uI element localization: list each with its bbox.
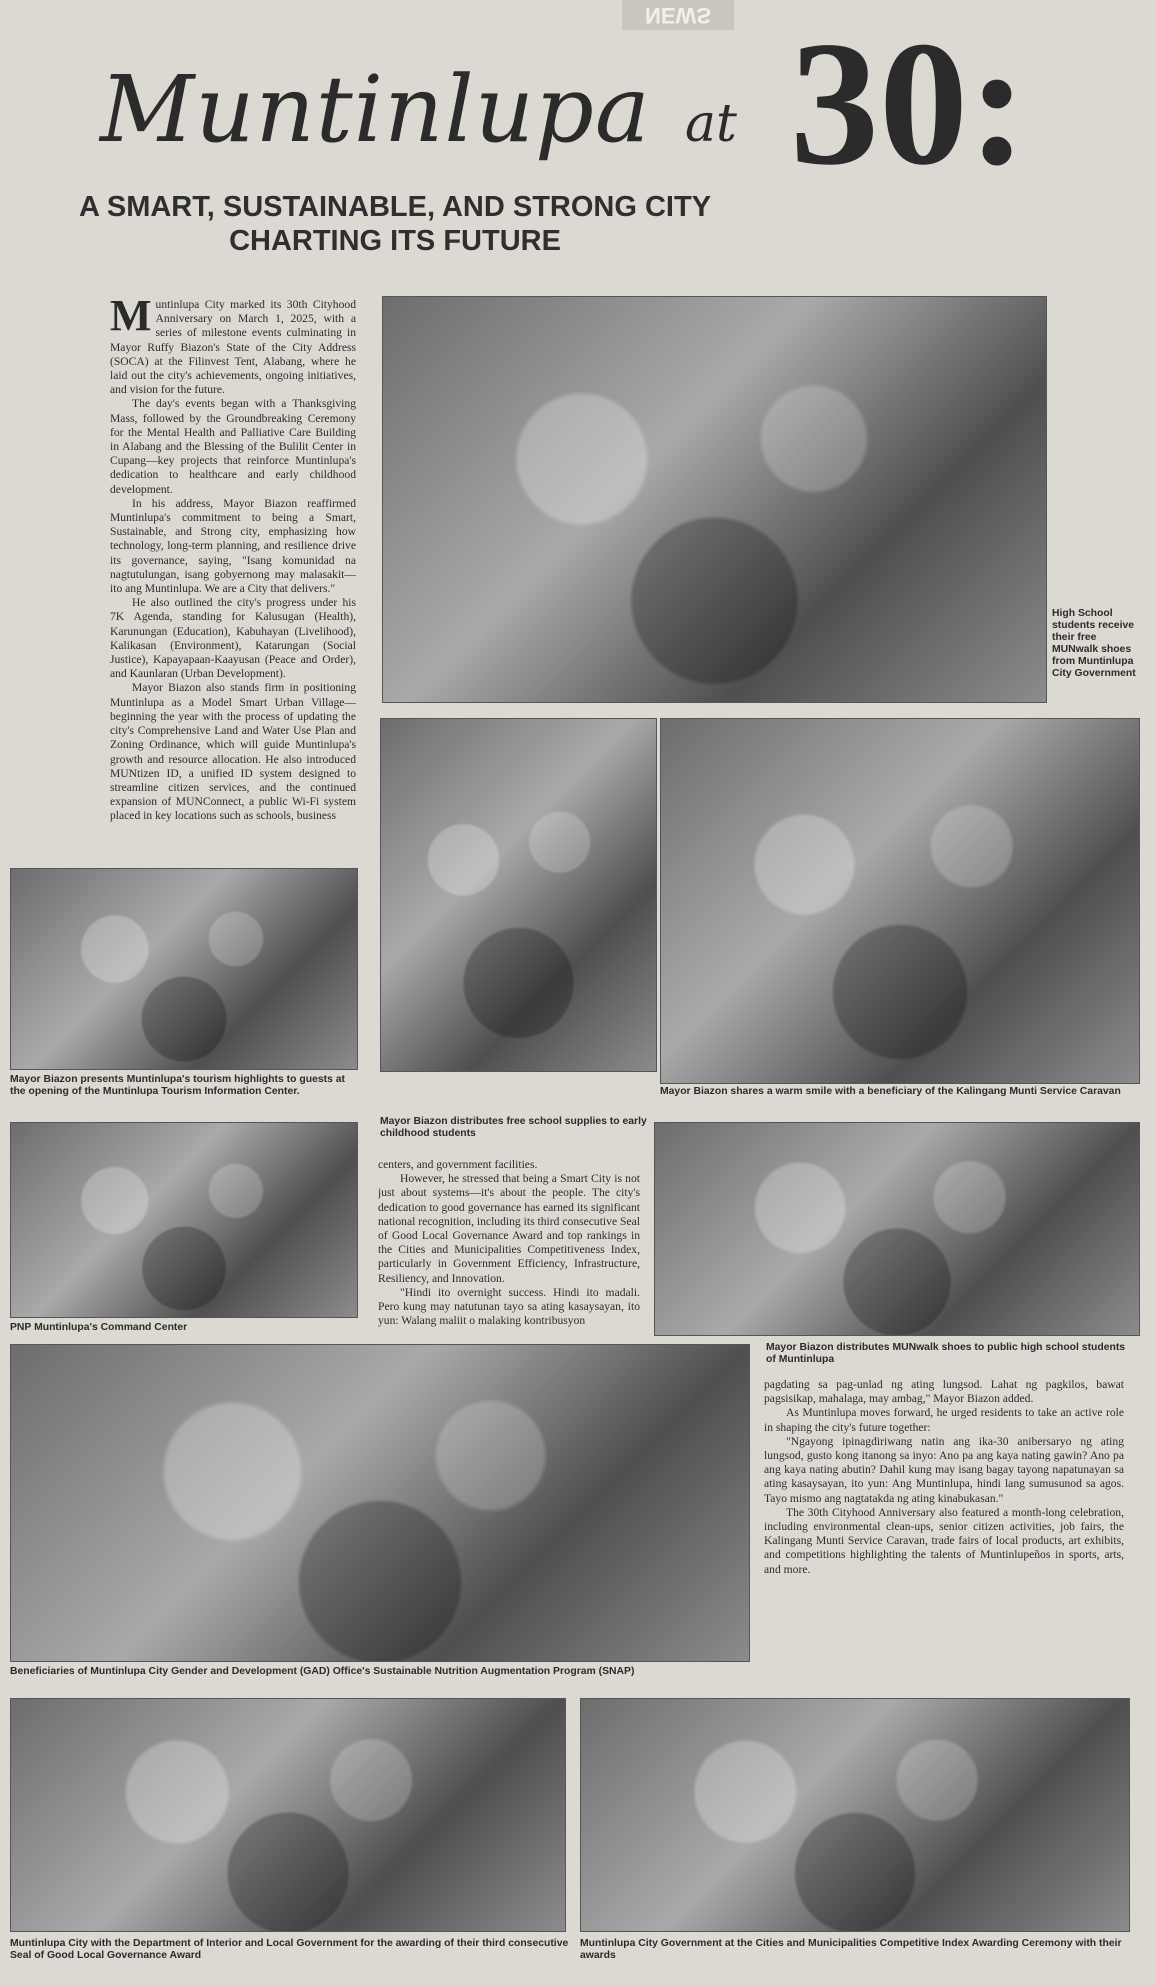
paragraph-12: The 30th Cityhood Anniversary also featured a month-long celebration, including environmental clean-ups, senior citizen activities, job fairs, the Kalingang Munti Service Caravan, trade fairs of local products, art exhibits, and competitions highlighting the talents of Muntinlupeños in sports, arts, and more. bbox=[764, 1505, 1124, 1576]
caption-tourism: Mayor Biazon presents Muntinlupa's tourism highlights to guests at the opening of the Muntinlupa Tourism Information Center. bbox=[10, 1074, 345, 1097]
photo-command-center bbox=[10, 1122, 358, 1318]
paragraph-2: The day's events began with a Thanksgiving Mass, followed by the Groundbreaking Ceremony for the Mental Health and Palliative Care Building in Alabang and the Blessing of the Bulilit Center in Cupang—key projects that reinforce Muntinlupa's dedication to healthcare and early childhood development. bbox=[110, 397, 356, 496]
photo-school-supplies bbox=[380, 718, 657, 1072]
photo-snap-beneficiaries bbox=[10, 1344, 750, 1662]
paragraph-6: centers, and government facilities. bbox=[378, 1158, 538, 1171]
caption-students: High School students receive their free MUNwalk shoes from Muntinlupa City Government bbox=[1052, 608, 1136, 679]
photo-service-caravan bbox=[660, 718, 1140, 1084]
photo-munwalk-distribution bbox=[654, 1122, 1140, 1336]
article-column-3 bbox=[764, 1378, 1124, 1688]
headline-number: 30: bbox=[790, 4, 1028, 202]
caption-dilg: Muntinlupa City with the Department of Interior and Local Government for the awarding of their third consecutive Seal of Good Local Governance Award bbox=[10, 1938, 569, 1961]
subheadline bbox=[40, 190, 750, 258]
paragraph-4: He also outlined the city's progress under his 7K Agenda, standing for Kalusugan (Health), Karunungan (Education), Kabuhayan (Livelihood), Kalikasan (Environment), Katarungan (Social Justice), Kapayapaan-Kaayusan (Peace and Order), and Kaunlaran (Urban Development). bbox=[110, 596, 356, 681]
article-column-1 bbox=[110, 298, 356, 860]
photo-dilg-award bbox=[10, 1698, 566, 1932]
paragraph-5: Mayor Biazon also stands firm in positioning Muntinlupa as a Model Smart Urban Village—beginning the year with the process of updating the city's Comprehensive Land and Water Use Plan and Zoning Ordinance, which will guide Muntinlupa's growth and resource allocation. He also introduced MUNtizen ID, a unified ID system designed to streamline citizen services, and the continued expansion of MUNConnect, a public Wi-Fi system placed in key locations such as schools, business bbox=[110, 681, 356, 823]
paragraph-10: As Muntinlupa moves forward, he urged residents to take an active role in shaping the city's future together: bbox=[764, 1406, 1124, 1434]
paragraph-1: Muntinlupa City marked its 30th Cityhood Anniversary on March 1, 2025, with a series of milestone events culminating in Mayor Ruffy Biazon's State of the City Address (SOCA) at the Filinvest Tent, Alabang, where he laid out the city's achievements, ongoing initiatives, and vision for the future. bbox=[110, 298, 356, 397]
caption-snap: Beneficiaries of Muntinlupa City Gender and Development (GAD) Office's Sustainable Nutrition Augmentation Program (SNAP) bbox=[10, 1666, 635, 1677]
drop-cap: M bbox=[110, 298, 152, 340]
paragraph-3: In his address, Mayor Biazon reaffirmed Muntinlupa's commitment to being a Smart, Sustainable, and Strong city, emphasizing how technology, long-term planning, and resilience drive its governance, saying, "Isang komunidad na nagtutulungan, isang gobyernong may malasakit—ito ang Muntinlupa. We are a City that delivers." bbox=[110, 496, 356, 596]
subheadline-line-2: CHARTING ITS FUTURE bbox=[229, 225, 561, 257]
paragraph-11: "Ngayong ipinagdiriwang natin ang ika-30 anibersaryo ng ating lungsod, gusto kong itanong sa inyo: Ano pa ang kaya nating gawin? Ano pa ang kaya nating abutin? Dahil kung may isang bagay tayong napatunayan sa ating kasaysayan, ito yun: Ang Muntinlupa, hindi lang sumusunod sa agos. Tayo mismo ang nagtatakda ng ating kinabukasan." bbox=[764, 1434, 1124, 1505]
caption-school-supplies: Mayor Biazon distributes free school supplies to early childhood students bbox=[380, 1116, 647, 1139]
caption-caravan: Mayor Biazon shares a warm smile with a beneficiary of the Kalingang Munti Service Caravan bbox=[660, 1086, 1121, 1097]
article-column-2 bbox=[378, 1158, 640, 1334]
photo-cmci-award bbox=[580, 1698, 1130, 1932]
section-tab: NEWS bbox=[622, 0, 734, 30]
caption-munwalk: Mayor Biazon distributes MUNwalk shoes to public high school students of Muntinlupa bbox=[766, 1342, 1126, 1365]
subheadline-line-1: A SMART, SUSTAINABLE, AND STRONG CITY bbox=[78, 191, 712, 223]
paragraph-7: However, he stressed that being a Smart City is not just about systems—it's about the people. The city's dedication to good governance has earned its significant national recognition, including its third consecutive Seal of Good Local Governance Award and top rankings in the Cities and Municipalities Competitiveness Index, particularly in Government Efficiency, Infrastructure, Resiliency, and Innovation. bbox=[378, 1172, 640, 1285]
photo-students-shoes bbox=[382, 296, 1047, 703]
caption-cmci: Muntinlupa City Government at the Cities and Municipalities Competitive Index Awarding Ceremony with their awards bbox=[580, 1938, 1122, 1961]
headline-script: Muntinlupa bbox=[100, 56, 651, 163]
caption-command-center: PNP Muntinlupa's Command Center bbox=[10, 1322, 188, 1333]
photo-tourism-center bbox=[10, 868, 358, 1070]
paragraph-8: "Hindi ito overnight success. Hindi ito madali. Pero kung may natutunan tayo sa ating kasaysayan, ito yun: Walang maliit o malaking kontribusyon bbox=[378, 1285, 640, 1328]
paragraph-9: pagdating sa pag-unlad ng ating lungsod. Lahat ng pagkilos, bawat pagsisikap, mahalaga, may ambag," Mayor Biazon added. bbox=[764, 1378, 1124, 1406]
headline-at: at bbox=[685, 94, 737, 154]
